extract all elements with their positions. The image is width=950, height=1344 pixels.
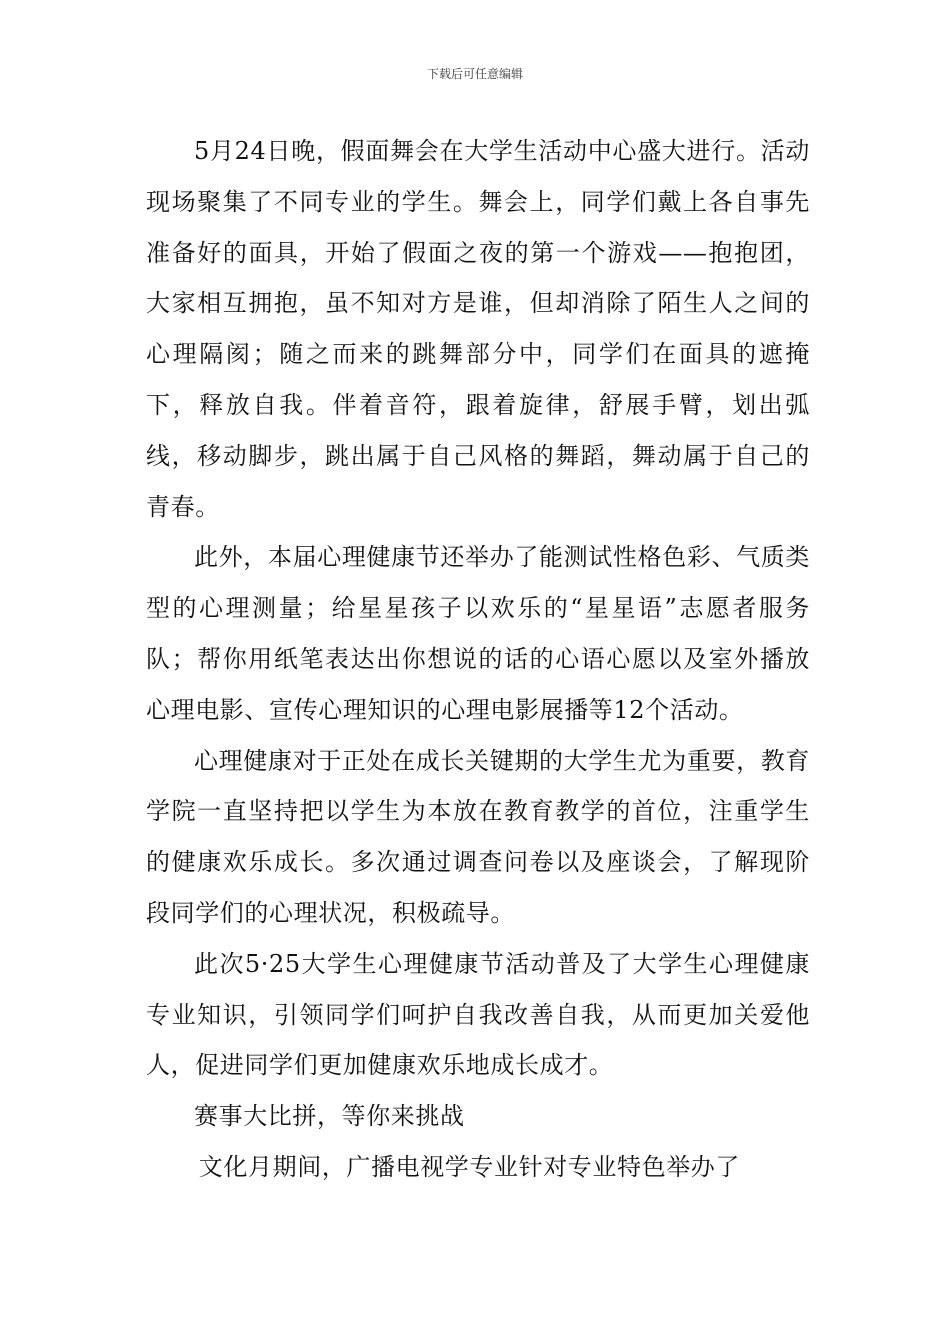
paragraph-masquerade: 5月24日晚，假面舞会在大学生活动中心盛大进行。活动现场聚集了不同专业的学生。舞会上，同学们戴上各自事先准备好的面具，开始了假面之夜的第一个游戏——抱抱团，大家相互拥抱，虽不知对方是谁，但却消除了陌生人之间的心理隔阂；随之而来的跳舞部分中，同学们在面具的遮掩下，释放自我。伴着音符，跟着旋律，舒展手臂，划出弧线，移动脚步，跳出属于自己风格的舞蹈，舞动属于自己的青春。 bbox=[146, 137, 810, 521]
paragraph-festival-summary: 此次5·25大学生心理健康节活动普及了大学生心理健康专业知识，引领同学们呵护自我改善自我，从而更加关爱他人，促进同学们更加健康欢乐地成长成才。 bbox=[146, 949, 810, 1080]
paragraph-culture-month: 文化月期间，广播电视学专业针对专业特色举办了 bbox=[198, 1152, 740, 1181]
page-header: 下载后可任意编辑 bbox=[426, 67, 523, 81]
paragraph-other-activities: 此外，本届心理健康节还举办了能测试性格色彩、气质类型的心理测量；给星星孩子以欢乐的“星星语”志愿者服务队；帮你用纸笔表达出你想说的话的心语心愿以及室外播放心理电影、宣传心理知识的心理电影展播等12个活动。 bbox=[146, 543, 810, 724]
section-heading: 赛事大比拼，等你来挑战 bbox=[194, 1102, 465, 1131]
document-body bbox=[146, 126, 810, 1193]
paragraph-mental-health-importance: 心理健康对于正处在成长关键期的大学生尤为重要，教育学院一直坚持把以学生为本放在教育教学的首位，注重学生的健康欢乐成长。多次通过调查问卷以及座谈会，了解现阶段同学们的心理状况，积极疏导。 bbox=[146, 746, 810, 927]
